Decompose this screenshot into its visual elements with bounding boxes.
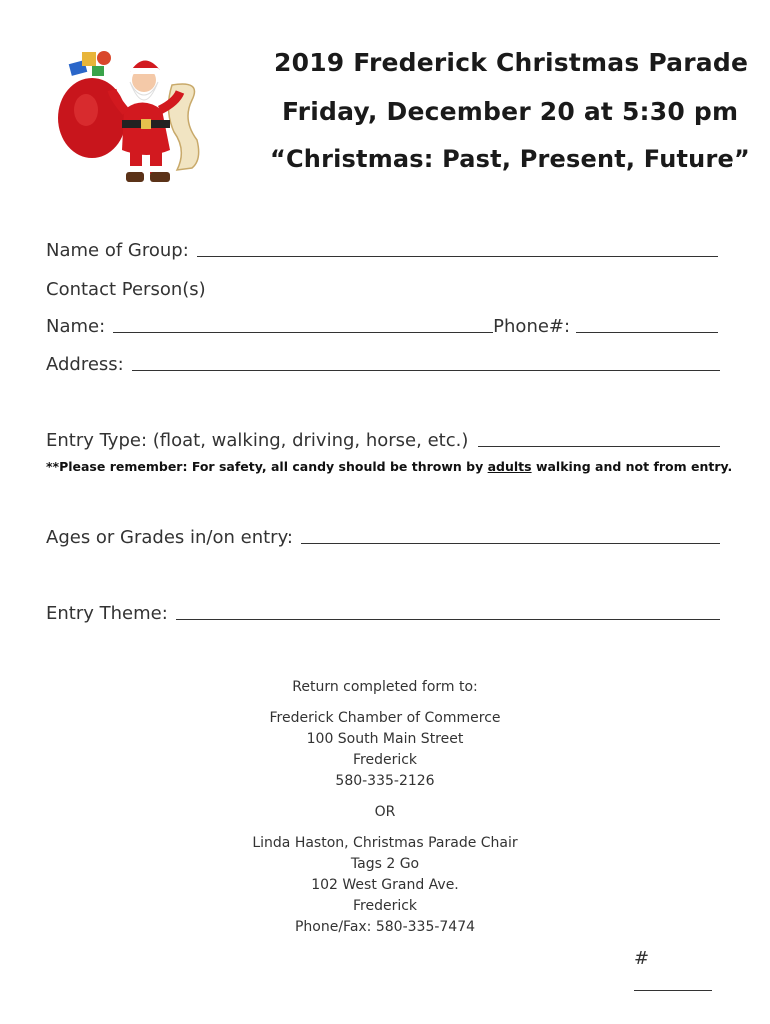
entry-number-label: # xyxy=(634,948,650,969)
safety-note-emphasis: adults xyxy=(487,459,532,474)
santa-claus-illustration xyxy=(52,40,212,190)
chair-phone-fax: Phone/Fax: 580-335-7474 xyxy=(294,919,476,935)
address-line[interactable] xyxy=(132,370,720,371)
parade-title: 2019 Frederick Christmas Parade xyxy=(274,48,749,77)
contact-name-label: Name: xyxy=(46,316,106,337)
entry-type-label: Entry Type: (float, walking, driving, horse, etc.) xyxy=(46,430,469,451)
address-label: Address: xyxy=(46,354,124,375)
chair-name: Linda Haston, Christmas Parade Chair xyxy=(252,835,518,851)
chamber-street: 100 South Main Street xyxy=(306,731,464,747)
group-name-line[interactable] xyxy=(197,256,718,257)
chair-business: Tags 2 Go xyxy=(350,856,420,872)
entry-number-line[interactable] xyxy=(634,990,712,991)
chamber-phone: 580-335-2126 xyxy=(335,773,435,789)
safety-note-text-end: walking and not from entry. xyxy=(531,459,733,474)
parade-date: Friday, December 20 at 5:30 pm xyxy=(282,97,739,126)
phone-label: Phone#: xyxy=(493,316,571,337)
group-name-field[interactable] xyxy=(46,240,718,261)
entry-theme-line[interactable] xyxy=(176,619,720,620)
group-name-label: Name of Group: xyxy=(46,240,189,261)
entry-theme-field[interactable] xyxy=(46,603,720,624)
contact-name-row[interactable] xyxy=(46,316,718,337)
entry-type-line[interactable] xyxy=(478,446,720,447)
entry-type-field[interactable] xyxy=(46,430,720,451)
chamber-city: Frederick xyxy=(352,752,418,768)
safety-note-text: **Please remember: For safety, all candy should be thrown by xyxy=(46,459,488,474)
chamber-name: Frederick Chamber of Commerce xyxy=(269,710,501,726)
ages-field[interactable] xyxy=(46,527,720,548)
ages-label: Ages or Grades in/on entry: xyxy=(46,527,293,548)
entry-theme-label: Entry Theme: xyxy=(46,603,168,624)
return-heading: Return completed form to: xyxy=(292,679,478,695)
chair-street: 102 West Grand Ave. xyxy=(311,877,459,893)
or-separator: OR xyxy=(374,804,396,820)
return-instructions xyxy=(0,677,770,938)
safety-note xyxy=(46,459,732,474)
address-field[interactable] xyxy=(46,354,720,375)
contact-name-line[interactable] xyxy=(113,332,493,333)
ages-line[interactable] xyxy=(301,543,720,544)
contact-person-label: Contact Person(s) xyxy=(46,279,206,300)
phone-line[interactable] xyxy=(576,332,718,333)
chair-city: Frederick xyxy=(352,898,418,914)
parade-theme: “Christmas: Past, Present, Future” xyxy=(270,145,750,173)
